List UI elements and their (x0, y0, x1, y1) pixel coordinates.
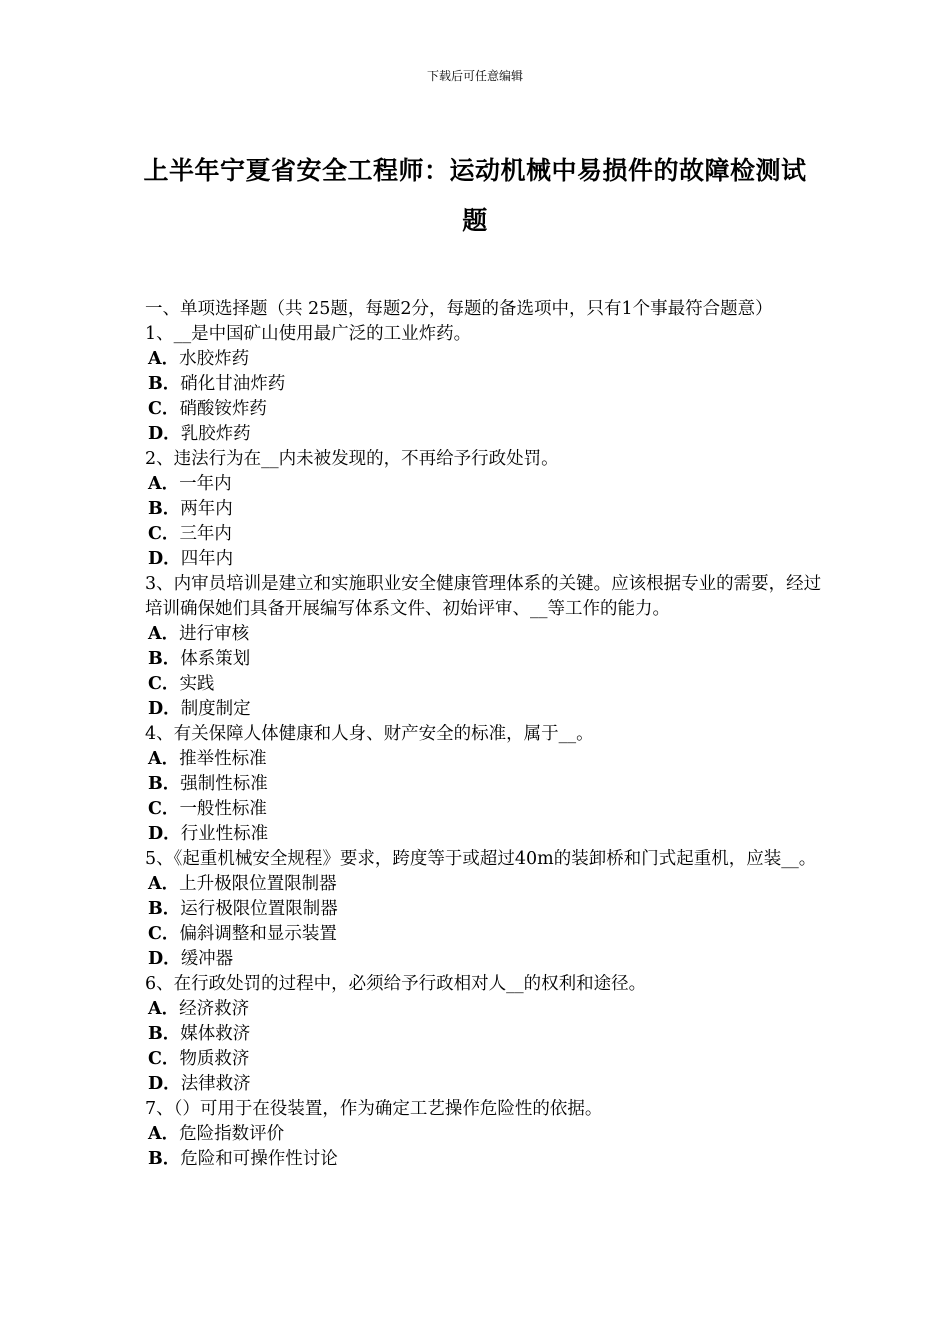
option-letter: B． (148, 774, 181, 794)
answer-option (145, 997, 825, 1022)
question-block (145, 972, 825, 1097)
answer-option (145, 697, 825, 722)
answer-option (145, 1047, 825, 1072)
option-text: 乳胶炸药 (180, 424, 251, 444)
question-stem: 2、违法行为在__内未被发现的，不再给予行政处罚。 (145, 449, 559, 469)
option-letter: C． (148, 1049, 180, 1069)
option-text: 行业性标准 (180, 824, 269, 844)
answer-option (145, 947, 825, 972)
option-text: 运行极限位置限制器 (180, 899, 338, 919)
option-text: 硝酸铵炸药 (179, 399, 267, 419)
answer-option (145, 1072, 825, 1097)
option-letter: B． (148, 499, 181, 519)
option-letter: D． (148, 949, 181, 969)
option-letter: C． (148, 524, 180, 544)
option-text: 水胶炸药 (179, 349, 250, 369)
option-text: 进行审核 (179, 624, 250, 644)
option-letter: D． (148, 424, 181, 444)
option-text: 强制性标准 (180, 774, 268, 794)
option-letter: C． (148, 799, 180, 819)
option-letter: B． (148, 374, 181, 394)
option-text: 媒体救济 (180, 1024, 251, 1044)
option-letter: A． (148, 349, 180, 369)
answer-option (145, 1022, 825, 1047)
question-block (145, 847, 825, 972)
question-block (145, 322, 825, 447)
option-letter: A． (148, 1124, 180, 1144)
option-text: 四年内 (180, 549, 234, 569)
option-text: 缓冲器 (180, 949, 234, 969)
answer-option (145, 372, 825, 397)
question-stem: 4、有关保障人体健康和人身、财产安全的标准，属于__。 (145, 724, 594, 744)
option-text: 体系策划 (180, 649, 251, 669)
option-letter: C． (148, 924, 180, 944)
question-block (145, 572, 825, 722)
question-stem: 5、《起重机械安全规程》要求，跨度等于或超过40m的装卸桥和门式起重机，应装__。 (145, 849, 817, 869)
question-stem: 3、内审员培训是建立和实施职业安全健康管理体系的关键。应该根据专业的需要，经过培训确保她们具备开展编写体系文件、初始评审、__等工作的能力。 (145, 574, 822, 619)
answer-option (145, 922, 825, 947)
answer-option (145, 472, 825, 497)
option-letter: A． (148, 999, 180, 1019)
answer-option (145, 797, 825, 822)
option-letter: B． (148, 1024, 181, 1044)
answer-option (145, 1122, 825, 1147)
question-list (145, 322, 825, 1172)
option-letter: D． (148, 1074, 181, 1094)
option-letter: B． (148, 1149, 181, 1169)
answer-option (145, 397, 825, 422)
option-letter: C． (148, 399, 180, 419)
answer-option (145, 647, 825, 672)
question-stem: 6、在行政处罚的过程中，必须给予行政相对人__的权利和途径。 (145, 974, 647, 994)
option-text: 两年内 (180, 499, 233, 519)
option-letter: B． (148, 649, 181, 669)
option-letter: A． (148, 624, 180, 644)
option-text: 物质救济 (179, 1049, 250, 1069)
option-letter: A． (148, 749, 180, 769)
option-text: 法律救济 (180, 1074, 251, 1094)
question-block (145, 722, 825, 847)
option-text: 三年内 (179, 524, 232, 544)
option-text: 上升极限位置限制器 (179, 874, 337, 894)
option-text: 硝化甘油炸药 (180, 374, 286, 394)
answer-option (145, 872, 825, 897)
option-letter: C． (148, 674, 180, 694)
option-letter: B． (148, 899, 181, 919)
question-stem: 1、__是中国矿山使用最广泛的工业炸药。 (145, 324, 472, 344)
section-heading: 一、单项选择题（共 25题，每题2分，每题的备选项中，只有1个事最符合题意） (145, 299, 773, 319)
option-letter: D． (148, 824, 181, 844)
answer-option (145, 622, 825, 647)
answer-option (145, 772, 825, 797)
option-text: 危险指数评价 (179, 1124, 285, 1144)
answer-option (145, 672, 825, 697)
answer-option (145, 547, 825, 572)
answer-option (145, 497, 825, 522)
question-block (145, 1097, 825, 1172)
answer-option (145, 422, 825, 447)
answer-option (145, 822, 825, 847)
option-text: 危险和可操作性讨论 (180, 1149, 338, 1169)
option-text: 偏斜调整和显示装置 (179, 924, 337, 944)
option-text: 制度制定 (180, 699, 251, 719)
answer-option (145, 522, 825, 547)
answer-option (145, 1147, 825, 1172)
document-title: 上半年宁夏省安全工程师：运动机械中易损件的故障检测试题 (143, 156, 807, 235)
option-text: 一般性标准 (179, 799, 267, 819)
option-letter: D． (148, 699, 181, 719)
question-block (145, 447, 825, 572)
answer-option (145, 897, 825, 922)
option-text: 实践 (179, 674, 215, 694)
answer-option (145, 747, 825, 772)
option-text: 一年内 (179, 474, 232, 494)
option-letter: A． (148, 874, 180, 894)
document-body (145, 297, 825, 1172)
option-letter: A． (148, 474, 180, 494)
option-text: 推举性标准 (179, 749, 267, 769)
option-text: 经济救济 (179, 999, 250, 1019)
header-note: 下载后可任意编辑 (426, 69, 523, 83)
option-letter: D． (148, 549, 181, 569)
question-stem: 7、（）可用于在役装置，作为确定工艺操作危险性的依据。 (145, 1099, 603, 1119)
answer-option (145, 347, 825, 372)
